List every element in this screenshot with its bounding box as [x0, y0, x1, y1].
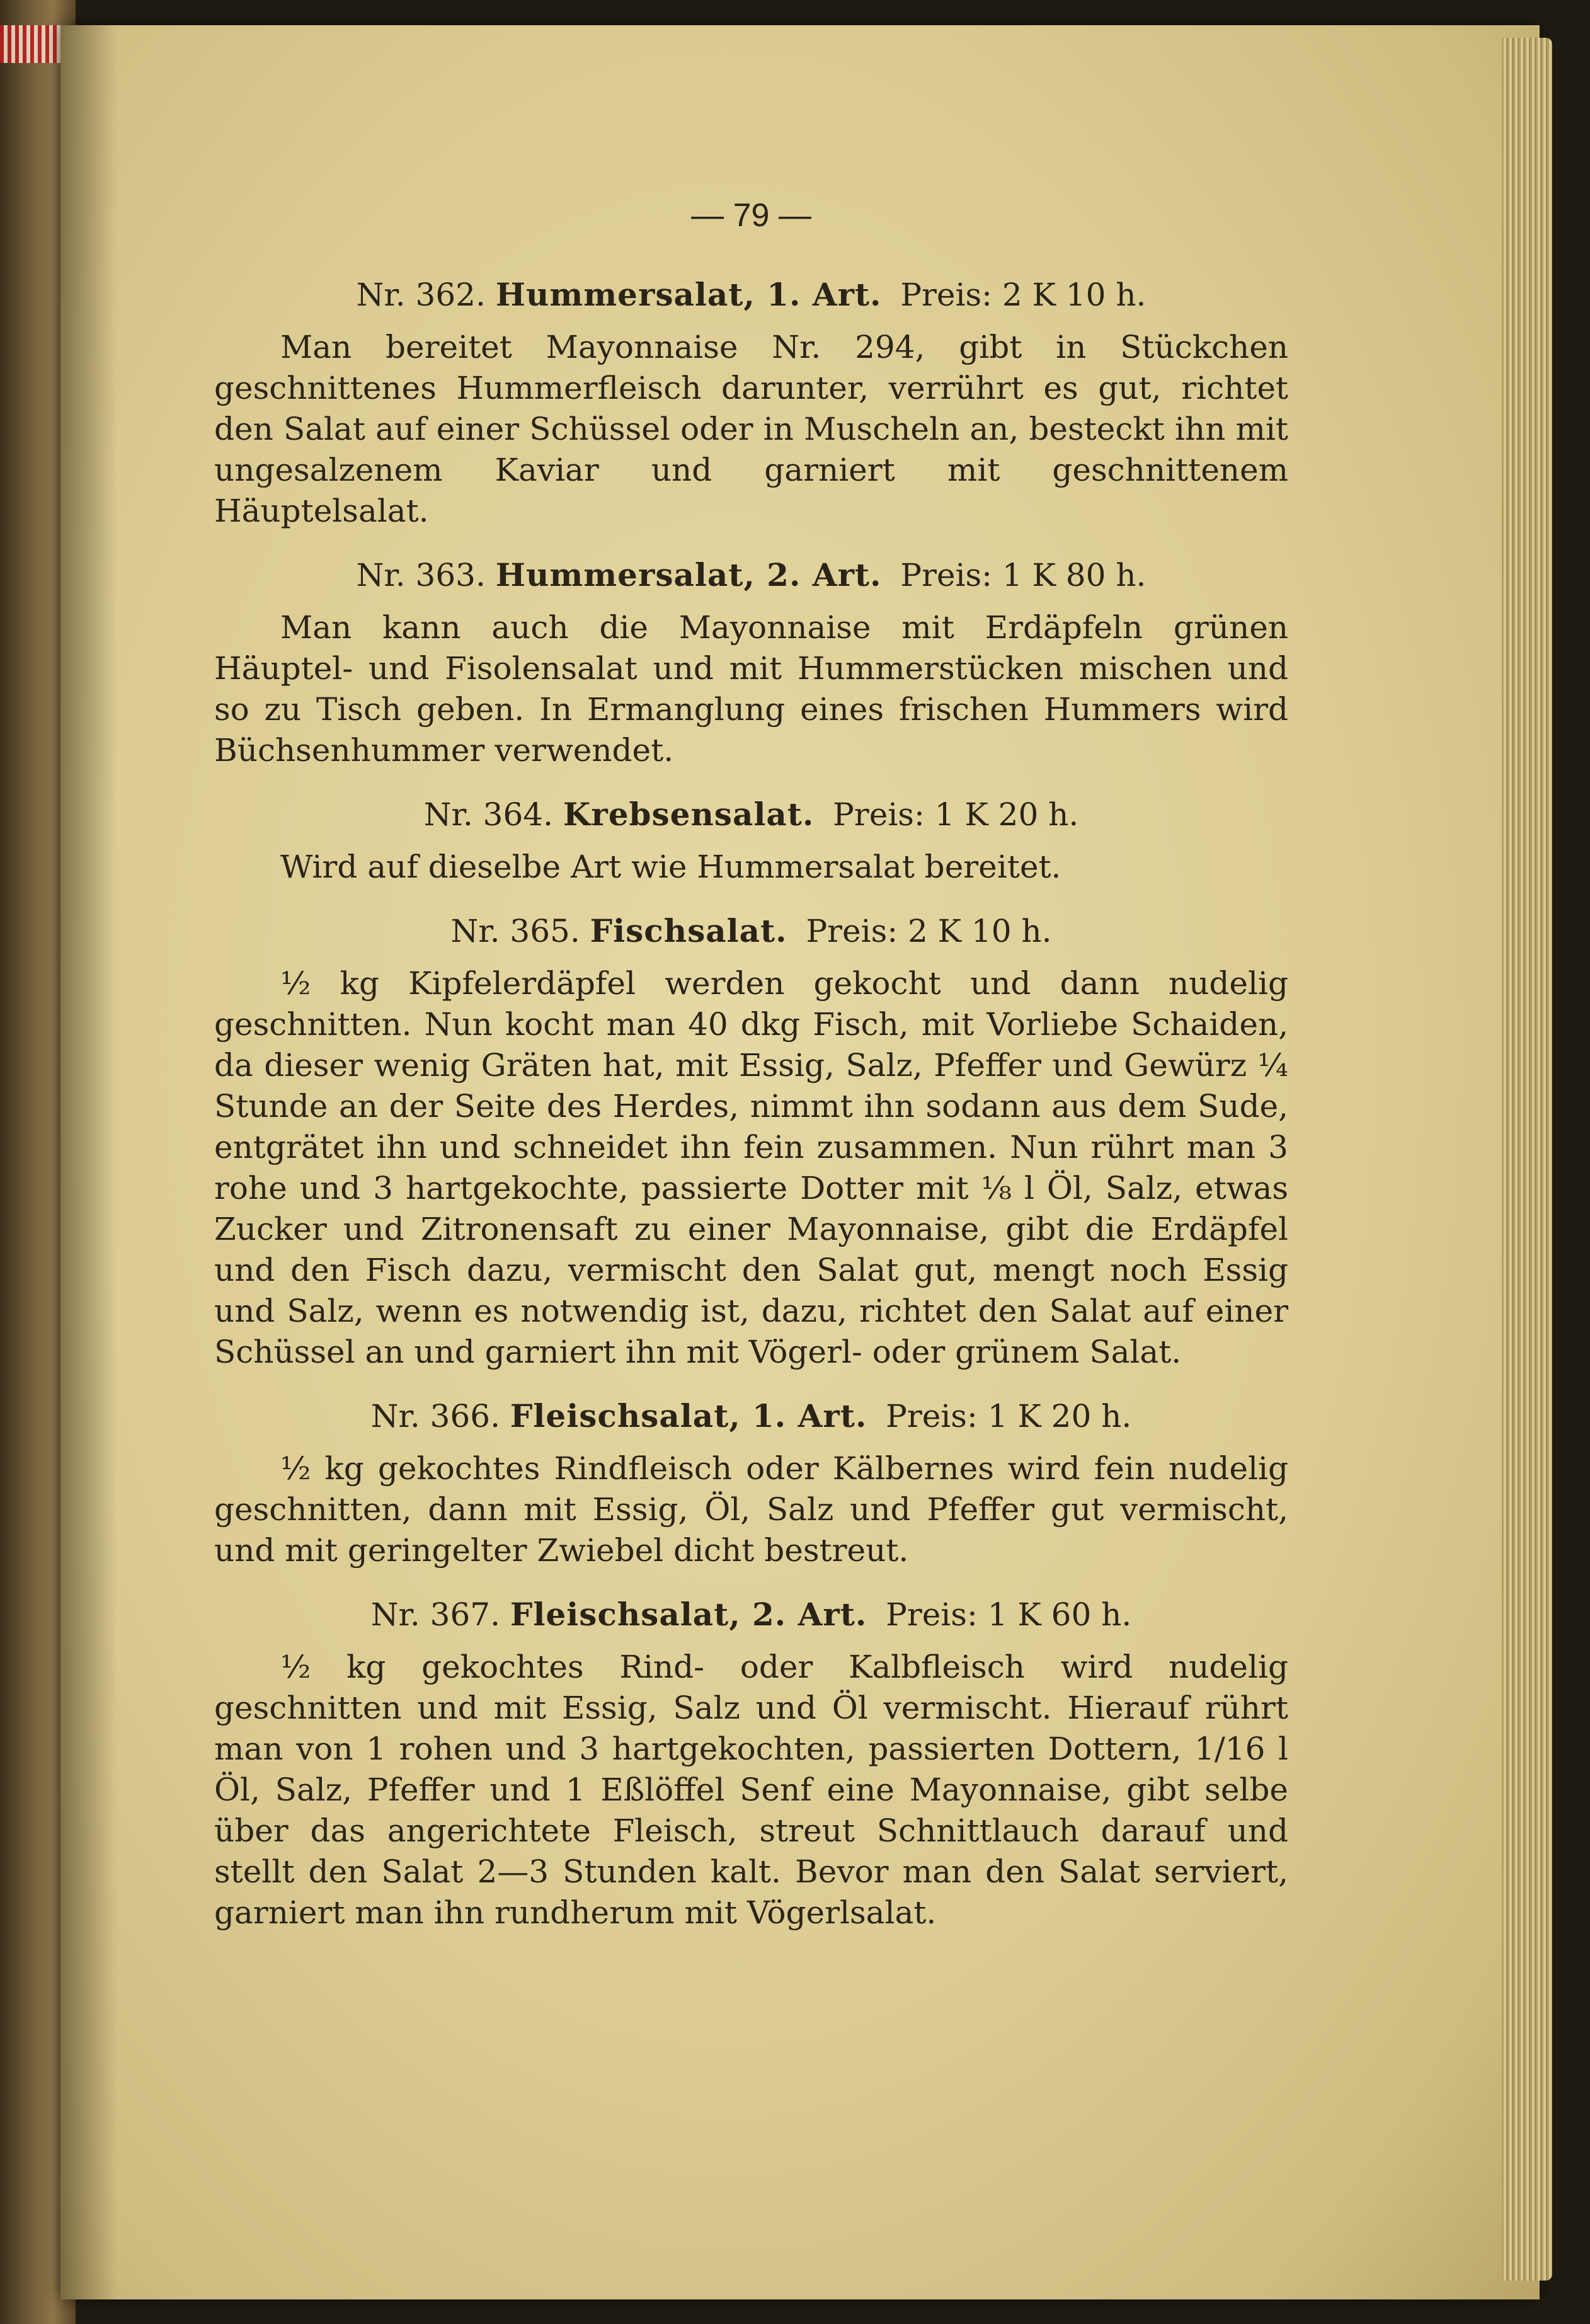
recipe-365 — [214, 910, 1288, 1373]
recipe-text: Man kann auch die Mayonnaise mit Erdäpfeln grünen Häuptel- und Fisolensalat und mit Hummerstücken mischen und so zu Tisch geben. In Ermanglung eines frischen Hummers wird Büchsenhummer verwendet. — [214, 609, 1288, 769]
recipe-text: Man bereitet Mayonnaise Nr. 294, gibt in Stückchen geschnittenes Hummerfleisch darunter, verrührt es gut, richtet den Salat auf einer Schüssel oder in Muscheln an, besteckt ihn mit ungesalzenem Kaviar und garniert mit geschnittenem Häuptelsalat. — [214, 329, 1288, 529]
recipe-price: Preis: 1 K 60 h. — [886, 1596, 1132, 1633]
recipe-number: Nr. 362. — [356, 277, 486, 313]
recipe-number: Nr. 367. — [370, 1596, 501, 1633]
recipe-text: ½ kg gekochtes Rind- oder Kalbfleisch wird nudelig geschnitten und mit Essig, Salz und Öl vermischt. Hierauf rührt man von 1 rohen und 3 hartgekochten, passierten Dottern, 1/16 l Öl, Salz, Pfeffer und 1 Eßlöffel Senf eine Mayonnaise, gibt selbe über das angerichtete Fleisch, streut Schnittlauch darauf und stellt den Salat 2—3 Stunden kalt. Bevor man den Salat serviert, garniert man ihn rundherum mit Vögerlsalat. — [214, 1649, 1288, 1931]
recipe-heading — [214, 910, 1288, 952]
recipe-363 — [214, 554, 1288, 771]
recipe-title: Fleischsalat, 1. Art. — [510, 1397, 867, 1434]
gutter-shadow — [60, 25, 117, 2299]
bookmark-ribbon — [0, 25, 69, 63]
recipe-title: Krebsensalat. — [563, 796, 815, 833]
recipe-362 — [214, 274, 1288, 532]
recipe-heading — [214, 1594, 1288, 1635]
recipe-title: Fischsalat. — [590, 912, 787, 949]
recipe-title: Hummersalat, 2. Art. — [495, 556, 882, 593]
recipe-title: Fleischsalat, 2. Art. — [510, 1596, 867, 1633]
recipe-number: Nr. 363. — [356, 557, 486, 593]
page-text — [214, 195, 1288, 1956]
recipe-price: Preis: 2 K 10 h. — [806, 913, 1052, 949]
recipe-text: ½ kg gekochtes Rindfleisch oder Kälbernes wird fein nudelig geschnitten, dann mit Essig, Öl, Salz und Pfeffer gut vermischt, und mit geringelter Zwiebel dicht bestreut. — [214, 1450, 1288, 1569]
recipe-price: Preis: 1 K 20 h. — [833, 796, 1079, 833]
recipe-price: Preis: 1 K 20 h. — [886, 1398, 1132, 1434]
page-edges — [1502, 38, 1552, 2281]
recipe-price: Preis: 1 K 80 h. — [900, 557, 1147, 593]
recipe-heading — [214, 274, 1288, 316]
recipe-366 — [214, 1395, 1288, 1571]
recipe-number: Nr. 366. — [370, 1398, 501, 1434]
recipe-text: Wird auf dieselbe Art wie Hummersalat bereitet. — [280, 849, 1061, 885]
recipe-heading — [214, 794, 1288, 835]
recipe-title: Hummersalat, 1. Art. — [495, 276, 882, 313]
recipe-heading — [214, 1395, 1288, 1437]
recipe-heading — [214, 554, 1288, 596]
recipe-number: Nr. 364. — [423, 796, 554, 833]
recipe-price: Preis: 2 K 10 h. — [900, 277, 1147, 313]
recipe-367 — [214, 1594, 1288, 1933]
page-number: — 79 — — [691, 197, 811, 234]
recipe-364 — [214, 794, 1288, 888]
recipe-text: ½ kg Kipfelerdäpfel werden gekocht und dann nudelig geschnitten. Nun kocht man 40 dkg Fisch, mit Vorliebe Schaiden, da dieser wenig Gräten hat, mit Essig, Salz, Pfeffer und Gewürz ¼ Stunde an der Seite des Herdes, nimmt ihn sodann aus dem Sude, entgrätet ihn und schneidet ihn fein zusammen. Nun rührt man 3 rohe und 3 hartgekochte, passierte Dotter mit ⅛ l Öl, Salz, etwas Zucker und Zitronensaft zu einer Mayonnaise, gibt die Erdäpfel und den Fisch dazu, vermischt den Salat gut, mengt noch Essig und Salz, wenn es notwendig ist, dazu, richtet den Salat auf einer Schüssel an und garniert ihn mit Vögerl- oder grünem Salat. — [214, 965, 1288, 1370]
recipe-number: Nr. 365. — [450, 913, 580, 949]
